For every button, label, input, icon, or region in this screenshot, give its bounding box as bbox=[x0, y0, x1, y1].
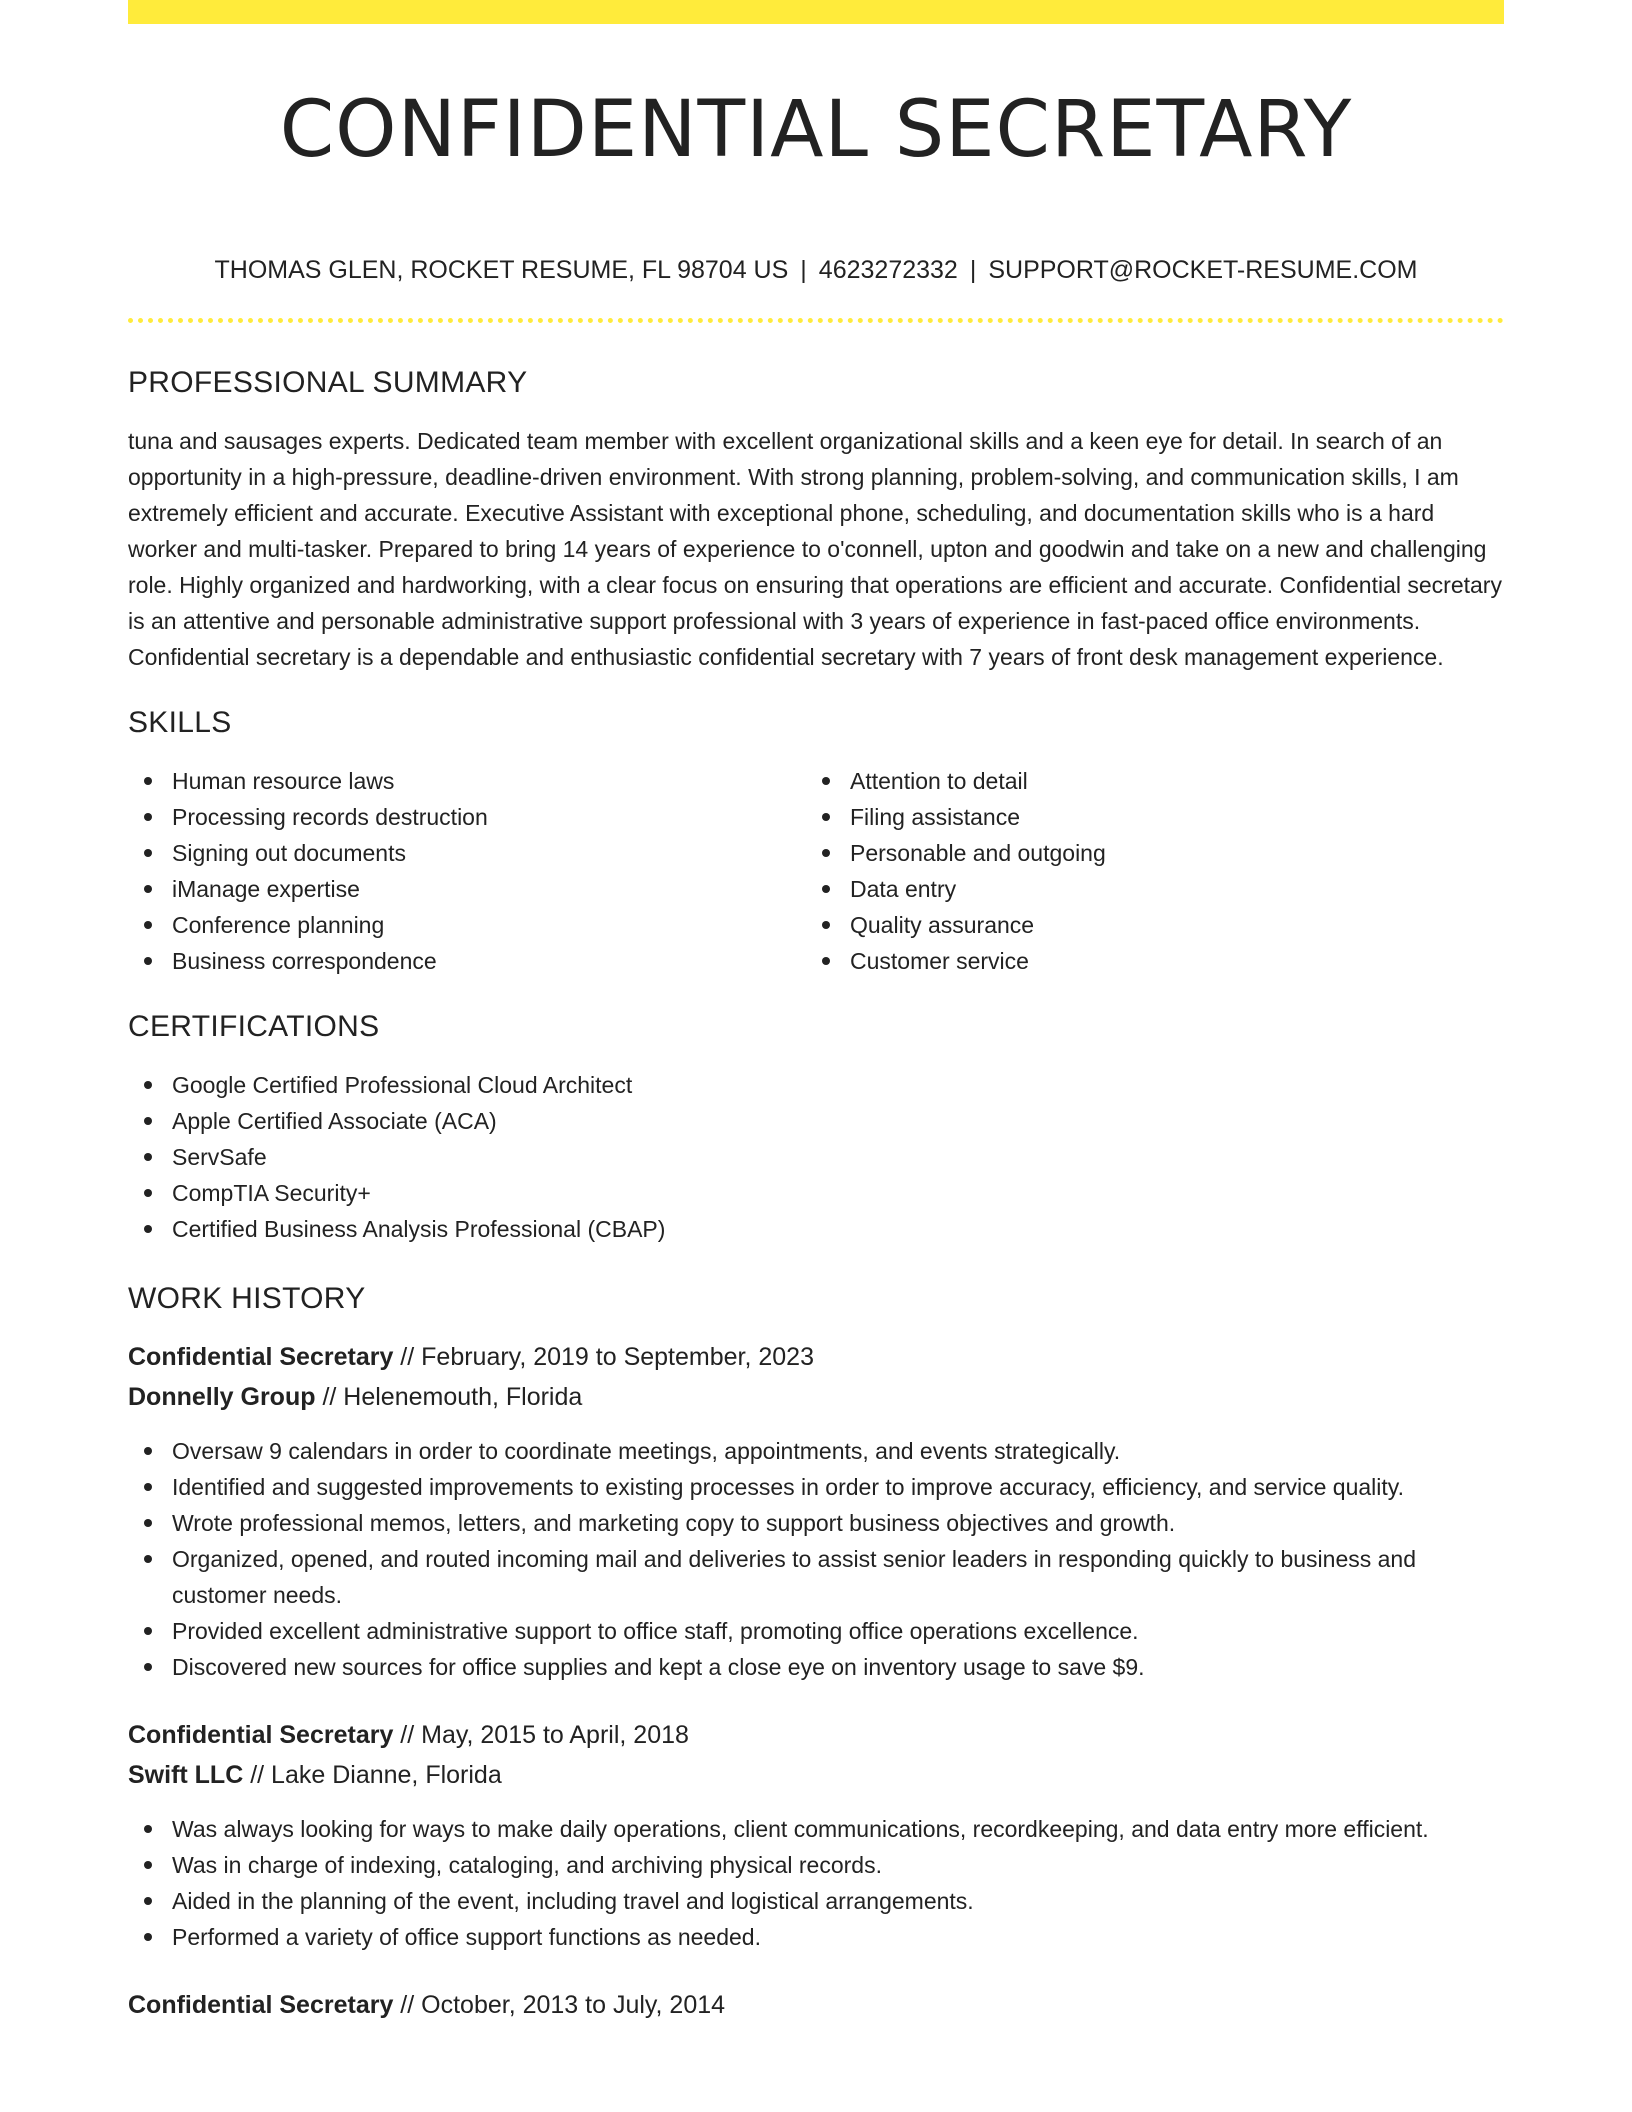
skill-item bbox=[128, 871, 806, 907]
bullet-icon bbox=[144, 1861, 152, 1869]
job-duty bbox=[128, 1433, 1504, 1469]
work-history-heading: WORK HISTORY bbox=[128, 1282, 366, 1315]
skills-column-right bbox=[806, 763, 1484, 979]
skill-item bbox=[128, 763, 806, 799]
bullet-icon bbox=[144, 1555, 152, 1563]
resume-page bbox=[128, 0, 1504, 2025]
job-duty-text: Oversaw 9 calendars in order to coordinate meetings, appointments, and events strategically. bbox=[172, 1438, 1121, 1464]
bullet-icon bbox=[144, 1081, 152, 1089]
bullet-icon bbox=[144, 1933, 152, 1941]
bullet-icon bbox=[822, 813, 830, 821]
job-dates: // May, 2015 to April, 2018 bbox=[393, 1721, 689, 1749]
job-company-line bbox=[128, 1377, 1504, 1417]
job-duty bbox=[128, 1541, 1504, 1613]
skill-item bbox=[806, 799, 1484, 835]
skill-item bbox=[128, 907, 806, 943]
job-duty bbox=[128, 1613, 1504, 1649]
job-duties-list bbox=[128, 1811, 1504, 1955]
certification-label: CompTIA Security+ bbox=[172, 1180, 371, 1206]
bullet-icon bbox=[144, 1225, 152, 1233]
skill-label: Filing assistance bbox=[850, 804, 1021, 830]
summary-text: tuna and sausages experts. Dedicated team member with excellent organizational skills and a keen eye for detail. In search of an opportunity in a high-pressure, deadline-driven environment. With strong planning, problem-solving, and communication skills, I am extremely efficient and accurate. Executive Assistant with exceptional phone, scheduling, and documentation skills who is a hard worker and multi-tasker. Prepared to bring 14 years of experience to o'connell, upton and goodwin and take on a new and challenging role. Highly organized and hardworking, with a clear focus on ensuring that operations are efficient and accurate. Confidential secretary is an attentive and personable administrative support professional with 3 years of experience in fast-paced office environments. Confidential secretary is a dependable and enthusiastic confidential secretary with 7 years of front desk management experience. bbox=[128, 428, 1502, 670]
contact-separator: | bbox=[969, 256, 977, 284]
job-title: Confidential Secretary bbox=[128, 1343, 394, 1371]
skill-item bbox=[806, 907, 1484, 943]
skill-label: Personable and outgoing bbox=[850, 840, 1106, 866]
skill-item bbox=[128, 943, 806, 979]
certification-label: Apple Certified Associate (ACA) bbox=[172, 1108, 497, 1134]
bullet-icon bbox=[144, 1189, 152, 1197]
certification-label: Google Certified Professional Cloud Architect bbox=[172, 1072, 633, 1098]
skill-label: Customer service bbox=[850, 948, 1029, 974]
skills-list-left bbox=[128, 763, 806, 979]
job-company: Swift LLC bbox=[128, 1761, 244, 1789]
bullet-icon bbox=[144, 1153, 152, 1161]
job-duty bbox=[128, 1919, 1504, 1955]
job-duty bbox=[128, 1505, 1504, 1541]
bullet-icon bbox=[822, 885, 830, 893]
job-duty-text: Was always looking for ways to make daily operations, client communications, recordkeeping, and data entry more efficient. bbox=[172, 1816, 1429, 1842]
job-duty-text: Discovered new sources for office supplies and kept a close eye on inventory usage to save $9. bbox=[172, 1654, 1145, 1680]
job-duty-text: Was in charge of indexing, cataloging, and archiving physical records. bbox=[172, 1852, 882, 1878]
bullet-icon bbox=[144, 777, 152, 785]
certification-label: Certified Business Analysis Professional (CBAP) bbox=[172, 1216, 666, 1242]
job-location: // Lake Dianne, Florida bbox=[243, 1761, 502, 1789]
skill-item bbox=[128, 799, 806, 835]
skills-heading: SKILLS bbox=[128, 706, 232, 739]
bullet-icon bbox=[144, 813, 152, 821]
bullet-icon bbox=[822, 957, 830, 965]
bullet-icon bbox=[144, 957, 152, 965]
job-duty bbox=[128, 1811, 1504, 1847]
contact-email[interactable]: SUPPORT@ROCKET-RESUME.COM bbox=[988, 256, 1418, 284]
job-location: // Helenemouth, Florida bbox=[315, 1383, 583, 1411]
job-company-line bbox=[128, 1755, 1504, 1795]
job-title: Confidential Secretary bbox=[128, 1721, 394, 1749]
skill-label: Conference planning bbox=[172, 912, 385, 938]
job-entry bbox=[128, 1337, 1504, 1685]
job-duty bbox=[128, 1883, 1504, 1919]
job-duty-text: Organized, opened, and routed incoming mail and deliveries to assist senior leaders in responding quickly to business and customer needs. bbox=[172, 1546, 1417, 1608]
skill-item bbox=[806, 871, 1484, 907]
bullet-icon bbox=[144, 1825, 152, 1833]
skill-label: iManage expertise bbox=[172, 876, 360, 902]
job-entry bbox=[128, 1715, 1504, 1955]
job-duty bbox=[128, 1847, 1504, 1883]
skill-label: Business correspondence bbox=[172, 948, 437, 974]
job-duties-list bbox=[128, 1433, 1504, 1685]
job-entry bbox=[128, 1985, 1504, 2025]
job-duty-text: Performed a variety of office support functions as needed. bbox=[172, 1924, 761, 1950]
bullet-icon bbox=[144, 1897, 152, 1905]
skill-label: Quality assurance bbox=[850, 912, 1035, 938]
bullet-icon bbox=[144, 885, 152, 893]
certification-item bbox=[128, 1175, 1504, 1211]
job-duty bbox=[128, 1649, 1504, 1685]
skills-grid bbox=[128, 763, 1504, 979]
job-title-line bbox=[128, 1337, 1504, 1377]
certification-label: ServSafe bbox=[172, 1144, 267, 1170]
job-duty-text: Aided in the planning of the event, including travel and logistical arrangements. bbox=[172, 1888, 974, 1914]
skill-item bbox=[806, 943, 1484, 979]
job-duty-text: Wrote professional memos, letters, and marketing copy to support business objectives and growth. bbox=[172, 1510, 1176, 1536]
job-duty-text: Provided excellent administrative support to office staff, promoting office operations excellence. bbox=[172, 1618, 1139, 1644]
job-title-line bbox=[128, 1985, 1504, 2025]
bullet-icon bbox=[822, 777, 830, 785]
skill-label: Human resource laws bbox=[172, 768, 395, 794]
certifications-list bbox=[128, 1067, 1504, 1247]
skills-column-left bbox=[128, 763, 806, 979]
job-company: Donnelly Group bbox=[128, 1383, 316, 1411]
contact-line bbox=[128, 254, 1504, 286]
bullet-icon bbox=[822, 921, 830, 929]
resume-title: CONFIDENTIAL SECRETARY bbox=[279, 85, 1353, 175]
summary-heading: PROFESSIONAL SUMMARY bbox=[128, 366, 528, 399]
certification-item bbox=[128, 1103, 1504, 1139]
contact-separator: | bbox=[800, 256, 807, 284]
job-dates: // October, 2013 to July, 2014 bbox=[393, 1991, 726, 2019]
bullet-icon bbox=[144, 1483, 152, 1491]
bullet-icon bbox=[822, 849, 830, 857]
bullet-icon bbox=[144, 1663, 152, 1671]
skill-item bbox=[128, 835, 806, 871]
job-title-line bbox=[128, 1715, 1504, 1755]
job-title: Confidential Secretary bbox=[128, 1991, 394, 2019]
skill-label: Attention to detail bbox=[850, 768, 1028, 794]
skill-item bbox=[806, 835, 1484, 871]
bullet-icon bbox=[144, 1117, 152, 1125]
skills-list-right bbox=[806, 763, 1484, 979]
certification-item bbox=[128, 1211, 1504, 1247]
skill-label: Signing out documents bbox=[172, 840, 406, 866]
contact-phone[interactable]: 4623272332 bbox=[818, 256, 958, 284]
certifications-heading: CERTIFICATIONS bbox=[128, 1010, 380, 1043]
accent-top-bar bbox=[128, 0, 1504, 24]
job-dates: // February, 2019 to September, 2023 bbox=[393, 1343, 814, 1371]
job-duty-text: Identified and suggested improvements to existing processes in order to improve accuracy, efficiency, and service quality. bbox=[172, 1474, 1404, 1500]
bullet-icon bbox=[144, 1447, 152, 1455]
skill-item bbox=[806, 763, 1484, 799]
skill-label: Processing records destruction bbox=[172, 804, 488, 830]
certification-item bbox=[128, 1067, 1504, 1103]
dotted-divider bbox=[128, 318, 1504, 323]
job-duty bbox=[128, 1469, 1504, 1505]
bullet-icon bbox=[144, 921, 152, 929]
bullet-icon bbox=[144, 1627, 152, 1635]
certification-item bbox=[128, 1139, 1504, 1175]
bullet-icon bbox=[144, 1519, 152, 1527]
bullet-icon bbox=[144, 849, 152, 857]
skill-label: Data entry bbox=[850, 876, 957, 902]
contact-address: THOMAS GLEN, ROCKET RESUME, FL 98704 US bbox=[214, 256, 789, 284]
